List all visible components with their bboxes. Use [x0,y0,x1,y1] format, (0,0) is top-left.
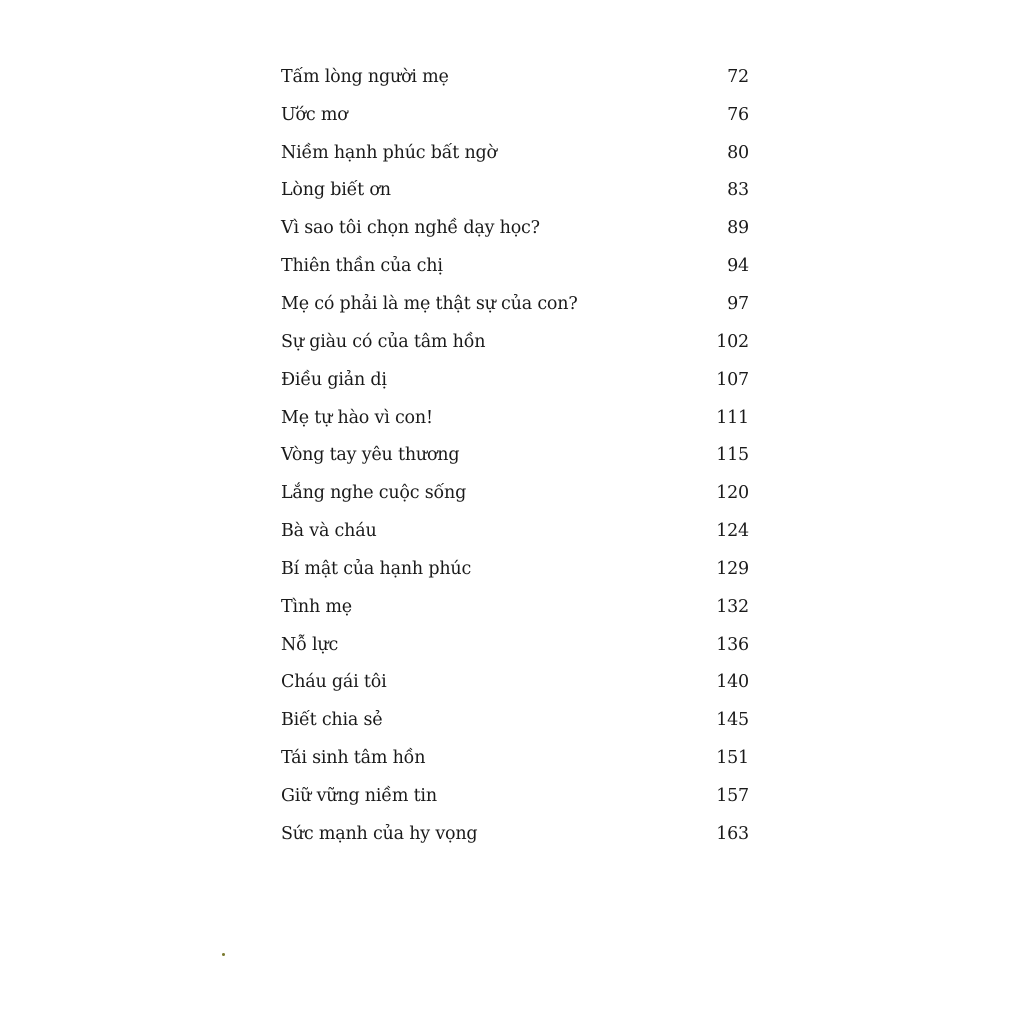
toc-entry-page: 140 [716,672,749,693]
toc-entry [281,96,749,134]
toc-entry [281,701,749,739]
toc-entry-page: 80 [727,142,749,163]
toc-entry [281,512,749,550]
toc-entry-title: Sức mạnh của hy vọng [281,823,478,844]
toc-entry-page: 89 [727,218,749,239]
toc-entry [281,777,749,815]
toc-entry [281,134,749,172]
ink-speck [222,953,225,956]
toc-entry [281,285,749,323]
toc-entry [281,247,749,285]
toc-entry-title: Vòng tay yêu thương [281,445,460,466]
toc-entry-title: Mẹ có phải là mẹ thật sự của con? [281,293,578,314]
toc-entry-page: 120 [716,483,749,504]
toc-entry [281,58,749,96]
toc-entry [281,664,749,702]
toc-entry-page: 129 [716,558,749,579]
toc-entry-title: Tình mẹ [281,596,352,617]
toc-entry [281,474,749,512]
toc-entry-page: 136 [716,634,749,655]
toc-entry [281,815,749,853]
toc-entry-title: Lắng nghe cuộc sống [281,483,467,504]
toc-entry-title: Thiên thần của chị [281,256,443,277]
toc-entry-title: Lòng biết ơn [281,180,391,201]
toc-entry-page: 107 [716,369,749,390]
toc-entry [281,209,749,247]
toc-entry [281,172,749,210]
toc-entry [281,436,749,474]
toc-entry-title: Biết chia sẻ [281,710,383,731]
toc-entry-page: 145 [716,710,749,731]
toc-entry-title: Giữ vững niềm tin [281,785,437,806]
toc-entry-page: 124 [716,521,749,542]
toc-entry-title: Ước mơ [281,104,348,125]
toc-entry-title: Sự giàu có của tâm hồn [281,331,486,352]
toc-entry-page: 102 [716,331,749,352]
table-of-contents [281,58,749,853]
toc-entry [281,361,749,399]
toc-entry [281,626,749,664]
toc-entry [281,323,749,361]
toc-entry [281,550,749,588]
toc-entry-title: Vì sao tôi chọn nghề dạy học? [281,218,540,239]
toc-entry-page: 115 [716,445,749,466]
toc-entry-title: Niềm hạnh phúc bất ngờ [281,142,497,163]
toc-entry-page: 72 [727,66,749,87]
toc-entry-title: Bí mật của hạnh phúc [281,558,472,579]
toc-entry-page: 151 [716,748,749,769]
toc-entry-page: 83 [727,180,749,201]
toc-entry-title: Mẹ tự hào vì con! [281,407,433,428]
toc-entry-title: Nỗ lực [281,634,339,655]
toc-entry-title: Cháu gái tôi [281,672,387,693]
toc-entry-page: 94 [727,256,749,277]
toc-entry-title: Bà và cháu [281,521,377,542]
toc-entry [281,588,749,626]
toc-entry-title: Tấm lòng người mẹ [281,66,449,87]
toc-entry-page: 157 [716,785,749,806]
toc-entry-page: 111 [716,407,749,428]
toc-entry-title: Điều giản dị [281,369,387,390]
toc-entry-page: 76 [727,104,749,125]
toc-entry [281,399,749,437]
toc-entry-page: 97 [727,293,749,314]
toc-entry-page: 132 [716,596,749,617]
toc-entry [281,739,749,777]
toc-entry-title: Tái sinh tâm hồn [281,748,426,769]
toc-entry-page: 163 [716,823,749,844]
